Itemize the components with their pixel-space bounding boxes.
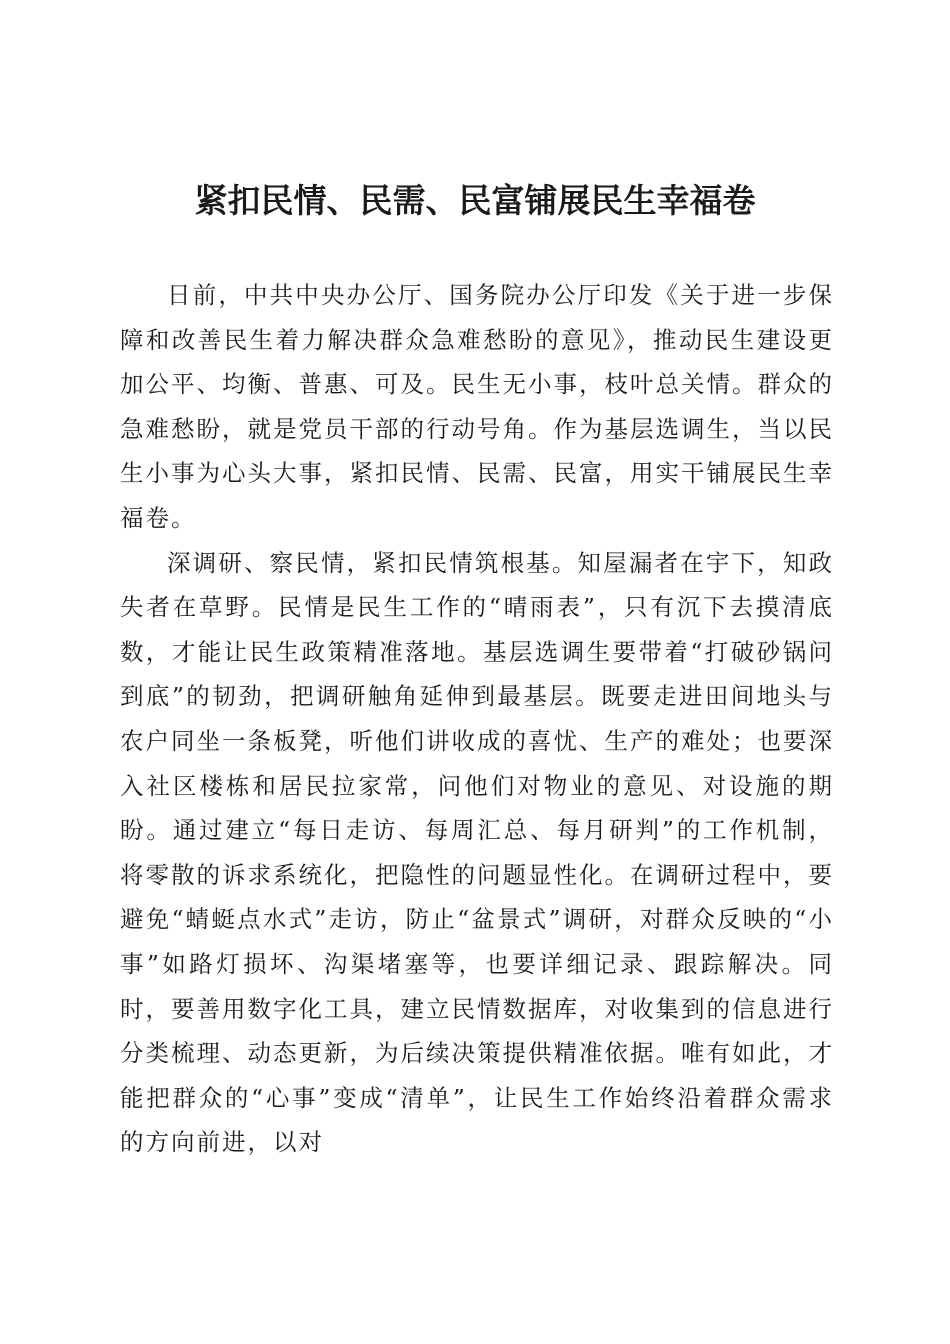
document-title: 紧扣民情、民需、民富铺展民生幸福卷 — [194, 181, 756, 220]
paragraph-intro: 日前，中共中央办公厅、国务院办公厅印发《关于进一步保障和改善民生着力解决群众急难愁盼的意见》，推动民生建设更加公平、均衡、普惠、可及。民生无小事，枝叶总关情。群众的急难愁盼，就是党员干部的行动号角。作为基层选调生，当以民生小事为心头大事，紧扣民情、民需、民富，用实干铺展民生幸福卷。 — [120, 281, 834, 532]
document-body — [120, 273, 834, 1165]
paragraph-research: 深调研、察民情，紧扣民情筑根基。知屋漏者在宇下，知政失者在草野。民情是民生工作的“晴雨表”，只有沉下去摸清底数，才能让民生政策精准落地。基层选调生要带着“打破砂锅问到底”的韧劲，把调研触角延伸到最基层。既要走进田间地头与农户同坐一条板凳，听他们讲收成的喜忧、生产的难处；也要深入社区楼栋和居民拉家常，问他们对物业的意见、对设施的期盼。通过建立“每日走访、每周汇总、每月研判”的工作机制，将零散的诉求系统化，把隐性的问题显性化。在调研过程中，要避免“蜻蜓点水式”走访，防止“盆景式”调研，对群众反映的“小事”如路灯损坏、沟渠堵塞等，也要详细记录、跟踪解决。同时，要善用数字化工具，建立民情数据库，对收集到的信息进行分类梳理、动态更新，为后续决策提供精准依据。唯有如此，才能把群众的“心事”变成“清单”，让民生工作始终沿着群众需求的方向前进，以对 — [120, 548, 834, 1157]
